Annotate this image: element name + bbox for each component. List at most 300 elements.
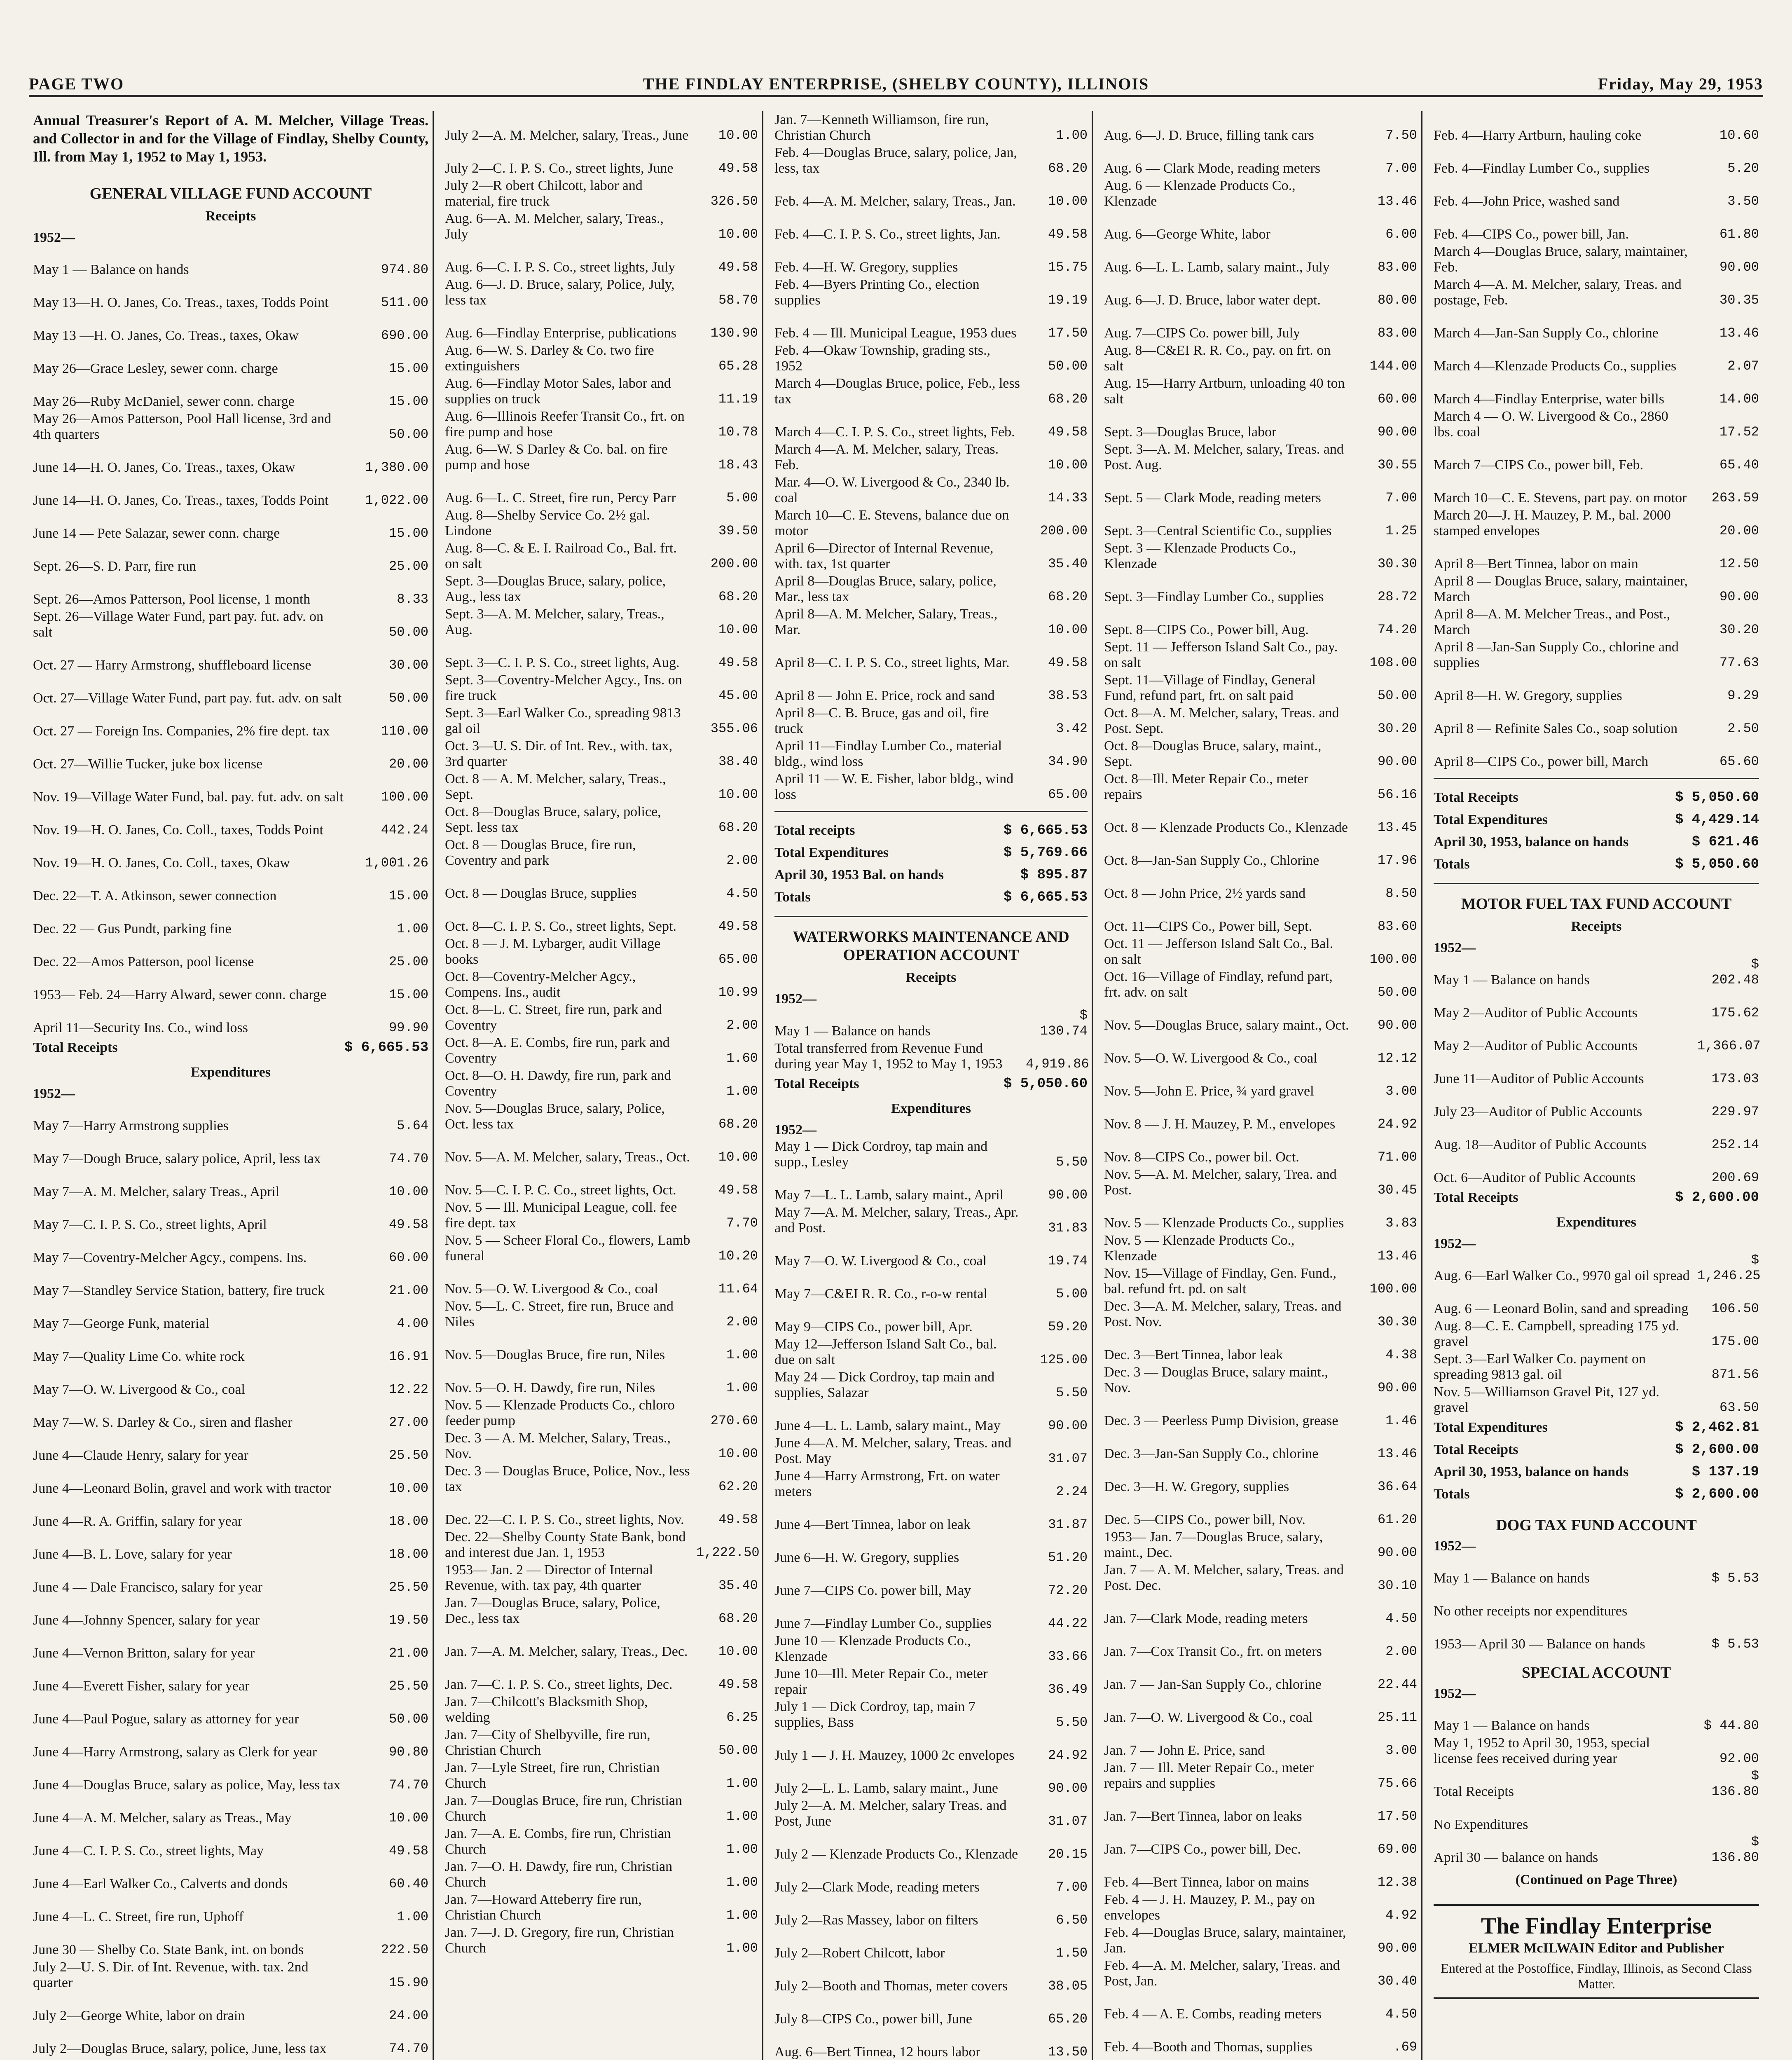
ledger-description: Dec. 22 — Gus Pundt, parking fine: [33, 921, 232, 936]
ledger-amount: 10.00: [718, 1446, 758, 1461]
ledger-amount: 50.00: [388, 625, 428, 640]
ledger-description: June 7—CIPS Co. power bill, May: [774, 1583, 971, 1598]
ledger-amount: 106.50: [1711, 1301, 1759, 1316]
ledger-description: Nov. 8—CIPS Co., power bil. Oct.: [1104, 1149, 1299, 1165]
ledger-amount: 25.00: [388, 954, 428, 969]
ledger-amount: 30.40: [1377, 1973, 1417, 1989]
ledger-description: April 8—C. B. Bruce, gas and oil, fire truck: [774, 705, 989, 736]
ledger-amount: 173.03: [1711, 1071, 1759, 1086]
ledger-amount: 974.80: [381, 262, 428, 277]
ledger-amount: 1.50: [1056, 1945, 1088, 1961]
ledger-row: [1100, 1726, 1421, 1759]
ledger-row: [1100, 1133, 1421, 1166]
ledger-row: [29, 1365, 433, 1398]
ledger-row: [441, 803, 762, 836]
receipts-heading: Receipts: [905, 970, 957, 985]
ledger-description: 1953— Jan. 7—Douglas Bruce, salary, maint., Dec.: [1104, 1529, 1323, 1560]
ledger-description: Total transferred from Revenue Fund during year May 1, 1952 to May 1, 1953: [774, 1041, 1003, 1072]
ledger-description: Feb. 4—Douglas Bruce, salary, police, Jan, less, tax: [774, 145, 1017, 176]
ledger-amount: 263.59: [1711, 490, 1759, 506]
ledger-description: Oct. 6—Auditor of Public Accounts: [1434, 1170, 1636, 1185]
ledger-description: Aug. 6—J. D. Bruce, labor water dept.: [1104, 293, 1321, 308]
ledger-amount: 90.00: [1377, 1018, 1417, 1033]
ledger-amount: 5.50: [1056, 1715, 1088, 1730]
special-account-list: [1429, 1702, 1763, 1866]
divider: [1434, 883, 1759, 884]
ledger-amount: 2.00: [726, 853, 758, 868]
general-expenditures-cont: [770, 111, 1092, 803]
ledger-description: Jan. 7—City of Shelbyville, fire run, Christian Church: [445, 1727, 650, 1758]
ledger-description: Oct. 11 — Jefferson Island Salt Co., Bal. on salt: [1104, 936, 1333, 967]
ledger-description: Dec. 5—CIPS Co., power bill, Nov.: [1104, 1512, 1305, 1527]
ledger-amount: 1.00: [726, 1809, 758, 1824]
ledger-row: [29, 839, 433, 872]
ledger-description: March 4—Jan-San Supply Co., chlorine: [1434, 325, 1659, 341]
ledger-row: [29, 1827, 433, 1860]
ledger-row: [441, 1627, 762, 1660]
ledger-row: [29, 1860, 433, 1893]
ledger-description: July 2 — Klenzade Products Co., Klenzade: [774, 1847, 1018, 1862]
ledger-description: March 4—A. M. Melcher, salary, Treas. and postage, Feb.: [1434, 277, 1682, 308]
ledger-amount: 30.20: [1377, 721, 1417, 736]
ledger-amount: 5.50: [1056, 1385, 1088, 1400]
ledger-description: June 11—Auditor of Public Accounts: [1434, 1071, 1644, 1086]
ledger-row: [29, 1234, 433, 1266]
ledger-row: [770, 1896, 1092, 1929]
ledger-description: April 11—Security Ins. Co., wind loss: [33, 1020, 248, 1035]
waterworks-title: WATERWORKS MAINTENANCE AND OPERATION ACCOUNT: [793, 928, 1069, 964]
ledger-description: Total Expenditures: [1434, 812, 1548, 827]
column-4: [1100, 111, 1422, 2060]
ledger-row: [29, 1266, 433, 1299]
ledger-amount: 15.00: [388, 888, 428, 904]
ledger-amount: 30.10: [1377, 1578, 1417, 1593]
ledger-amount: 11.64: [718, 1281, 758, 1297]
ledger-row: [770, 210, 1092, 243]
ledger-description: Oct. 8 — A. M. Melcher, salary, Treas., Sept.: [445, 771, 666, 802]
general-receipts-list: [29, 246, 433, 1037]
ledger-row: [1429, 1154, 1763, 1187]
ledger-row: [1100, 606, 1421, 639]
ledger-row: [770, 1599, 1092, 1632]
ledger-amount: 1.00: [1056, 128, 1088, 143]
ledger-amount: 442.24: [381, 822, 428, 838]
ledger-row: [29, 542, 433, 575]
ledger-row: [441, 869, 762, 902]
ledger-amount: 50.00: [1377, 985, 1417, 1000]
ledger-description: Totals: [1434, 857, 1470, 872]
ledger-amount: 2.00: [726, 1018, 758, 1033]
ledger-amount: 39.50: [718, 523, 758, 538]
ledger-row: [29, 1959, 433, 1992]
ledger-row: [770, 441, 1092, 474]
ledger-description: June 4—C. I. P. S. Co., street lights, May: [33, 1843, 264, 1859]
ledger-amount: 12.38: [1377, 1875, 1417, 1890]
ledger-amount: 20.15: [1048, 1847, 1088, 1862]
ledger-amount: 1,001.26: [365, 855, 428, 871]
ledger-description: Oct. 11—CIPS Co., Power bill, Sept.: [1104, 919, 1312, 934]
ledger-amount: 65.00: [718, 952, 758, 967]
ledger-description: June 4—Douglas Bruce, salary as police, May, less tax: [33, 1777, 341, 1793]
ledger-description: Oct. 8—Ill. Meter Repair Co., meter repairs: [1104, 771, 1308, 802]
total-label: Total Receipts: [774, 1076, 859, 1091]
ledger-description: Oct. 16—Village of Findlay, refund part, frt. adv. on salt: [1104, 969, 1333, 1000]
ledger-row: [29, 1728, 433, 1761]
ledger-row: [770, 1632, 1092, 1665]
ledger-description: Feb. 4—C. I. P. S. Co., street lights, Jan.: [774, 227, 1001, 242]
ledger-amount: 50.00: [388, 691, 428, 706]
ledger-row: [441, 1726, 762, 1759]
ledger-amount: 68.20: [718, 1117, 758, 1132]
ledger-description: Total Expenditures: [1434, 1420, 1548, 1435]
ledger-description: Nov. 8 — J. H. Mauzey, P. M., envelopes: [1104, 1117, 1336, 1132]
ledger-description: Dec. 3—Bert Tinnea, labor leak: [1104, 1347, 1283, 1362]
ledger-description: Jan. 7—J. D. Gregory, fire run, Christian Church: [445, 1925, 674, 1956]
ledger-description: Nov. 15—Village of Findlay, Gen. Fund., bal. refund frt. pd. on salt: [1104, 1266, 1336, 1297]
ledger-amount: 3.00: [1385, 1084, 1417, 1099]
ledger-row: [1429, 1554, 1763, 1587]
ledger-row: [770, 1468, 1092, 1501]
ledger-amount: 30.35: [1719, 293, 1759, 308]
ledger-description: June 4—Claude Henry, salary for year: [33, 1448, 248, 1463]
expenditures-heading: Expenditures: [1556, 1215, 1636, 1230]
ledger-row: [1429, 1285, 1763, 1318]
ledger-description: May 24 — Dick Cordroy, tap main and supplies, Salazar: [774, 1369, 995, 1400]
ledger-amount: 6.50: [1056, 1913, 1088, 1928]
ledger-description: Feb. 4 — Ill. Municipal League, 1953 dues: [774, 325, 1017, 341]
ledger-amount: 10.00: [388, 1481, 428, 1496]
total-amount: $ 2,600.00: [1675, 1190, 1759, 1206]
report-header: Annual Treasurer's Report of A. M. Melcher, Village Treas. and Collector in and for the Village of Findlay, Shelby County, Ill. from May 1, 1952 to May 1, 1953.: [33, 112, 428, 165]
ledger-row: [1429, 639, 1763, 672]
ledger-row: [1100, 935, 1421, 968]
ledger-description: April 8 — John E. Price, rock and sand: [774, 688, 995, 703]
ledger-row: [1100, 1957, 1421, 1990]
ledger-amount: 90.00: [1377, 1545, 1417, 1560]
ledger-amount: 125.00: [1040, 1352, 1088, 1367]
ledger-row: [29, 938, 433, 971]
divider: [774, 916, 1088, 917]
ledger-row: [441, 1331, 762, 1364]
ledger-row: [1100, 1430, 1421, 1463]
ledger-description: April 8—A. M. Melcher, Salary, Treas., Mar.: [774, 606, 998, 637]
ledger-description: June 4—Johnny Spencer, salary for year: [33, 1613, 260, 1628]
ledger-amount: $ 895.87: [1020, 867, 1088, 883]
ledger-description: May 7—A. M. Melcher, salary, Treas., Apr. and Post.: [774, 1205, 1019, 1236]
ledger-description: Feb. 4—Okaw Township, grading sts., 1952: [774, 343, 990, 374]
ledger-description: Oct. 8 — Douglas Bruce, supplies: [445, 886, 637, 901]
ledger-row: [1100, 1990, 1421, 2023]
ledger-row: [1100, 144, 1421, 177]
ledger-row: [441, 210, 762, 243]
ledger-row: [770, 1830, 1092, 1863]
ledger-row: [770, 819, 1092, 842]
ledger-amount: 68.20: [1048, 589, 1088, 604]
ledger-description: Aug. 6—Earl Walker Co., 9970 gal oil spread: [1434, 1268, 1690, 1283]
ledger-amount: 5.20: [1727, 161, 1759, 176]
ledger-description: May 7—A. M. Melcher, salary Treas., April: [33, 1184, 280, 1199]
ledger-description: 1953— Feb. 24—Harry Alward, sewer conn. charge: [33, 987, 327, 1002]
ledger-amount: 1.00: [726, 1347, 758, 1362]
ledger-row: [1100, 474, 1421, 507]
ledger-description: Oct. 8—A. E. Combs, fire run, park and Coventry: [445, 1035, 670, 1066]
ledger-row: [1100, 243, 1421, 276]
ledger-row: [441, 1759, 762, 1792]
ledger-row: [1100, 309, 1421, 342]
year-label: 1952—: [774, 1122, 816, 1138]
ledger-amount: 100.00: [1369, 952, 1417, 967]
ledger-amount: 4.38: [1385, 1347, 1417, 1362]
ledger-amount: 10.00: [718, 1149, 758, 1165]
ledger-amount: 17.50: [1377, 1809, 1417, 1824]
ledger-amount: 690.00: [381, 328, 428, 343]
ledger-description: Total Receipts: [1434, 1442, 1518, 1457]
ledger-description: Jan. 7—A. E. Combs, fire run, Christian Church: [445, 1826, 671, 1857]
ledger-description: Aug. 6 — Leonard Bolin, sand and spreading: [1434, 1301, 1689, 1316]
ledger-amount: 90.80: [388, 1744, 428, 1760]
ledger-amount: 36.64: [1377, 1479, 1417, 1494]
ledger-row: [1429, 507, 1763, 540]
ledger-amount: 7.00: [1056, 1880, 1088, 1895]
ledger-amount: 17.96: [1377, 853, 1417, 868]
ledger-row: [1429, 1587, 1763, 1620]
total-row: [29, 1037, 433, 1059]
ledger-row: [29, 1004, 433, 1037]
ledger-row: [1429, 1483, 1763, 1505]
ledger-row: [441, 1100, 762, 1133]
publisher-entered: Entered at the Postoffice, Findlay, Illinois, as Second Class Matter.: [1441, 1961, 1752, 1991]
ledger-row: [29, 1761, 433, 1794]
ledger-description: Oct. 8—A. M. Melcher, salary, Treas. and Post. Sept.: [1104, 705, 1339, 736]
ledger-row: [1100, 1034, 1421, 1067]
ledger-amount: 27.00: [388, 1415, 428, 1430]
ledger-amount: 355.06: [710, 721, 758, 736]
ledger-description: July 2—A. M. Melcher, salary Treas. and Post, June: [774, 1798, 1007, 1829]
ledger-row: [770, 1435, 1092, 1468]
ledger-amount: 30.00: [388, 658, 428, 673]
ledger-amount: 6.00: [1385, 227, 1417, 242]
ledger-amount: 200.00: [710, 556, 758, 571]
ledger-amount: 61.20: [1377, 1512, 1417, 1527]
ledger-amount: 130.90: [710, 325, 758, 341]
ledger-description: May 7—Harry Armstrong supplies: [33, 1118, 229, 1133]
ledger-amount: $ 2,462.81: [1675, 1420, 1759, 1435]
ledger-row: [441, 1298, 762, 1331]
ledger-row: [441, 177, 762, 210]
divider: [774, 811, 1088, 812]
ledger-row: [770, 1204, 1092, 1237]
ledger-row: [1100, 1463, 1421, 1496]
ledger-amount: $ 1,246.25: [1697, 1252, 1761, 1283]
ledger-row: [770, 408, 1092, 441]
ledger-amount: 90.00: [1719, 260, 1759, 275]
ledger-amount: 14.00: [1719, 391, 1759, 407]
ledger-row: [1429, 1439, 1763, 1461]
ledger-description: Sept. 3—Findlay Lumber Co., supplies: [1104, 589, 1324, 604]
receipts-heading: Receipts: [1571, 919, 1622, 934]
ledger-description: Jan. 7—Douglas Bruce, salary, Police, Dec., less tax: [445, 1595, 660, 1626]
ledger-description: May 13 —H. O. Janes, Co. Treas., taxes, Okaw: [33, 328, 299, 343]
ledger-row: [1429, 111, 1763, 144]
ledger-row: [1100, 902, 1421, 935]
ledger-row: [441, 276, 762, 309]
ledger-description: Aug. 6—Findlay Enterprise, publications: [445, 325, 676, 341]
ledger-description: March 20—J. H. Mauzey, P. M., bal. 2000 stamped envelopes: [1434, 508, 1671, 538]
ledger-amount: 49.58: [718, 1182, 758, 1198]
ledger-description: April 30, 1953, balance on hands: [1434, 834, 1629, 850]
ledger-amount: 1,222.50: [696, 1545, 760, 1560]
ledger-amount: 90.00: [1377, 1380, 1417, 1395]
year-label: 1952—: [1434, 1538, 1476, 1554]
ledger-row: [1429, 1461, 1763, 1483]
ledger-amount: 68.20: [718, 589, 758, 604]
ledger-row: [1100, 869, 1421, 902]
divider: [1434, 778, 1759, 779]
ledger-amount: 80.00: [1377, 293, 1417, 308]
ledger-amount: 49.58: [1048, 424, 1088, 440]
ledger-description: Nov. 5—O. W. Livergood & Co., coal: [1104, 1051, 1317, 1066]
ledger-description: June 14—H. O. Janes, Co. Treas., taxes, Todds Point: [33, 493, 329, 508]
ledger-row: [441, 1133, 762, 1166]
ledger-description: Sept. 5 — Clark Mode, reading meters: [1104, 490, 1321, 506]
ledger-row: [770, 1270, 1092, 1303]
ledger-row: [1100, 210, 1421, 243]
ledger-row: [770, 1731, 1092, 1764]
ledger-row: [770, 309, 1092, 342]
ledger-amount: 20.00: [1719, 523, 1759, 538]
ledger-amount: 1.00: [397, 1909, 428, 1924]
ledger-row: [770, 705, 1092, 737]
ledger-row: [441, 1430, 762, 1463]
ledger-amount: 50.00: [388, 1711, 428, 1727]
ledger-row: [1100, 1496, 1421, 1529]
ledger-description: Jan. 7—Howard Atteberry fire run, Christian Church: [445, 1892, 642, 1923]
ledger-description: Sept. 3—Central Scientific Co., supplies: [1104, 523, 1332, 538]
total-label: Total Receipts: [1434, 1190, 1518, 1205]
ledger-amount: 222.50: [381, 1942, 428, 1957]
ledger-description: Dec. 3—Jan-San Supply Co., chlorine: [1104, 1446, 1319, 1461]
ledger-row: [1429, 309, 1763, 342]
ledger-description: March 4—Findlay Enterprise, water bills: [1434, 391, 1664, 407]
ledger-row: [441, 1166, 762, 1199]
ledger-description: Feb. 4—A. M. Melcher, salary, Treas. and Post, Jan.: [1104, 1958, 1340, 1989]
ledger-amount: $ 5,769.66: [1003, 845, 1088, 861]
ledger-description: Jan. 7—A. M. Melcher, salary, Treas., Dec.: [445, 1644, 688, 1659]
ledger-row: [441, 639, 762, 672]
ledger-amount: 77.63: [1719, 655, 1759, 670]
year-label: 1952—: [1434, 1236, 1476, 1251]
ledger-row: [29, 377, 433, 410]
ledger-amount: 10.00: [718, 622, 758, 637]
waterworks-expenditures-cont: [1100, 111, 1421, 2060]
ledger-description: March 10—C. E. Stevens, balance due on motor: [774, 508, 1009, 538]
ledger-description: Nov. 19—Village Water Fund, bal. pay. fut. adv. on salt: [33, 789, 344, 805]
ledger-row: [441, 902, 762, 935]
ledger-amount: $ 5.53: [1711, 1571, 1759, 1586]
ledger-row: [29, 1695, 433, 1728]
ledger-row: [29, 1168, 433, 1201]
ledger-row: [770, 144, 1092, 177]
ledger-row: [770, 1369, 1092, 1402]
ledger-row: [1429, 737, 1763, 770]
ledger-description: June 10—Ill. Meter Repair Co., meter repair: [774, 1666, 988, 1697]
ledger-amount: 10.78: [718, 424, 758, 440]
ledger-amount: 65.20: [1048, 2011, 1088, 2027]
column-2: [441, 111, 763, 2060]
ledger-row: [770, 375, 1092, 408]
ledger-row: [441, 144, 762, 177]
ledger-amount: 30.45: [1377, 1182, 1417, 1198]
ledger-amount: 1.00: [726, 1908, 758, 1923]
ledger-amount: 10.00: [718, 128, 758, 143]
ledger-description: Jan. 7—Clark Mode, reading meters: [1104, 1611, 1308, 1626]
ledger-description: Jan. 7 — A. M. Melcher, salary, Treas. and Post. Dec.: [1104, 1562, 1344, 1593]
ledger-row: [1100, 770, 1421, 803]
ledger-row: [29, 1596, 433, 1629]
ledger-row: [770, 737, 1092, 770]
ledger-row: [1429, 1767, 1763, 1800]
ledger-description: Nov. 5—O. W. Livergood & Co., coal: [445, 1281, 658, 1297]
ledger-row: [770, 111, 1092, 144]
ledger-description: Jan. 7—Douglas Bruce, fire run, Christian Church: [445, 1793, 682, 1824]
ledger-amount: 19.19: [1048, 293, 1088, 308]
ledger-description: June 4—Harry Armstrong, Frt. on water meters: [774, 1468, 1000, 1499]
ledger-amount: 83.00: [1377, 325, 1417, 341]
ledger-row: [1100, 1561, 1421, 1594]
ledger-row: [770, 1665, 1092, 1698]
ledger-description: Sept. 3 — Klenzade Products Co., Klenzade: [1104, 541, 1296, 571]
ledger-row: [441, 1693, 762, 1726]
year-label: 1952—: [1434, 1686, 1476, 1701]
ledger-row: [1429, 210, 1763, 243]
ledger-row: [441, 1792, 762, 1825]
ledger-description: Aug. 6 — Clark Mode, reading meters: [1104, 161, 1320, 176]
ledger-row: [441, 408, 762, 441]
ledger-row: [770, 864, 1092, 886]
ledger-amount: 35.40: [718, 1578, 758, 1593]
ledger-row: [1100, 375, 1421, 408]
ledger-row: [1100, 1199, 1421, 1232]
continued-note: (Continued on Page Three): [1515, 1872, 1677, 1887]
waterworks-receipts: [770, 1007, 1092, 1073]
dog-tax-title: DOG TAX FUND ACCOUNT: [1496, 1517, 1697, 1534]
ledger-row: [770, 842, 1092, 864]
ledger-row: [441, 1034, 762, 1067]
newspaper-title: THE FINDLAY ENTERPRISE, (SHELBY COUNTY), ILLINOIS: [643, 75, 1149, 93]
ledger-row: [1100, 1627, 1421, 1660]
ledger-row: [1429, 177, 1763, 210]
ledger-description: March 7—CIPS Co., power bill, Feb.: [1434, 457, 1644, 473]
ledger-amount: 25.50: [388, 1580, 428, 1595]
ledger-row: [441, 737, 762, 770]
ledger-row: [770, 1040, 1092, 1073]
ledger-amount: 49.58: [718, 919, 758, 934]
ledger-description: Nov. 5—A. M. Melcher, salary, Treas., Oct.: [445, 1149, 690, 1165]
ledger-amount: 2.00: [726, 1314, 758, 1330]
ledger-description: Sept. 26—Village Water Fund, part pay. fut. adv. on salt: [33, 609, 323, 640]
ledger-row: [770, 342, 1092, 375]
ledger-amount: 90.00: [1719, 589, 1759, 604]
ledger-amount: 11.19: [718, 391, 758, 407]
ledger-row: [1100, 1858, 1421, 1891]
ledger-row: [1429, 342, 1763, 375]
ledger-amount: $ 621.46: [1691, 834, 1759, 850]
ledger-amount: 36.49: [1048, 1682, 1088, 1697]
ledger-row: [29, 1497, 433, 1530]
ledger-amount: 18.00: [388, 1547, 428, 1562]
ledger-description: Total Expenditures: [774, 845, 889, 860]
ledger-amount: 15.00: [388, 526, 428, 541]
